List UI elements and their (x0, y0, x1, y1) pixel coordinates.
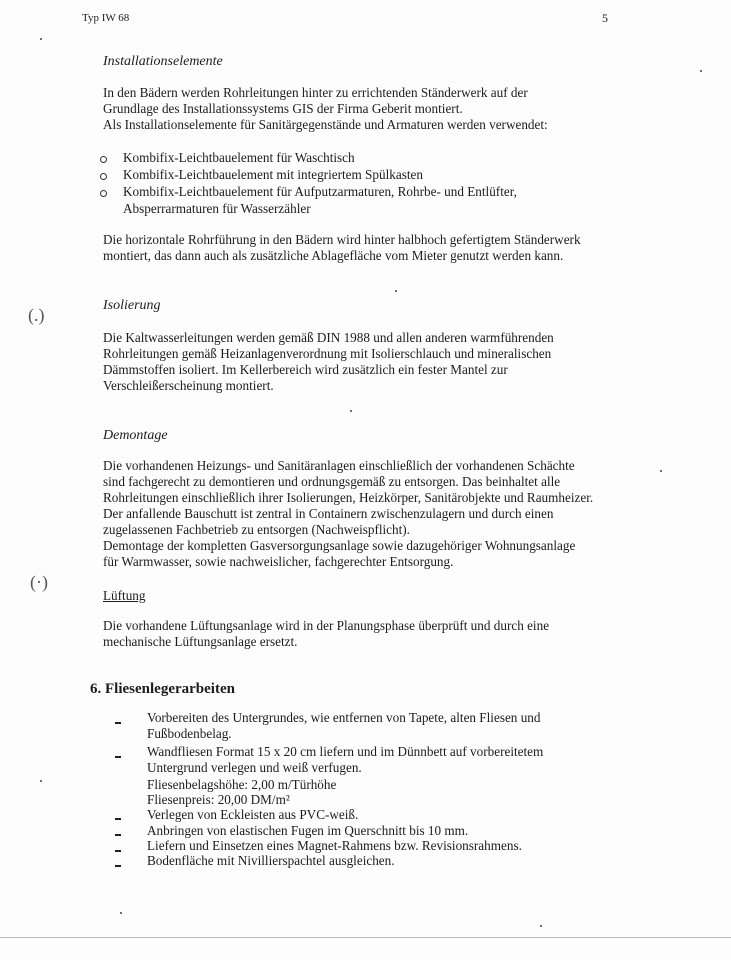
paragraph-line: sind fachgerecht zu demontieren und ordnungsgemäß zu entsorgen. Das beinhaltet alle (103, 474, 561, 489)
paragraph-line: mechanische Lüftungsanlage ersetzt. (103, 634, 298, 649)
scan-speck (660, 470, 662, 472)
paragraph-line: Verschleißerscheinung montiert. (103, 378, 274, 393)
scan-speck (40, 38, 42, 40)
section-title-demontage: Demontage (103, 428, 168, 443)
paragraph-line: Die Kaltwasserleitungen werden gemäß DIN 1988 und allen anderen warmführenden (103, 330, 554, 345)
section-heading-fliesen: 6. Fliesenlegerarbeiten (90, 681, 235, 697)
section-title-lueftung: Lüftung (103, 588, 146, 603)
dash-bullet-icon (115, 756, 121, 758)
scan-speck (700, 70, 702, 72)
paragraph-line: für Warmwasser, sowie nachweislicher, fachgerechter Entsorgung. (103, 554, 454, 569)
paragraph-line: Der anfallende Bauschutt ist zentral in Containern zwischenzulagern und durch einen (103, 506, 554, 521)
paragraph-line: Rohrleitungen gemäß Heizanlagenverordnung mit Isolierschlauch und mineralischen (103, 346, 552, 361)
scan-speck (350, 410, 352, 412)
paragraph-line: Die horizontale Rohrführung in den Bädern wird hinter halbhoch gefertigtem Ständerwerk (103, 232, 581, 247)
paragraph-line: In den Bädern werden Rohrleitungen hinter zu errichtenden Ständerwerk auf der (103, 85, 528, 100)
list-item-continuation: Fußbodenbelag. (147, 726, 232, 741)
list-item: Liefern und Einsetzen eines Magnet-Rahmens bzw. Revisionsrahmens. (147, 838, 522, 853)
hole-punch-mark-icon: (·) (30, 572, 48, 592)
section-title-installation: Installationselemente (103, 54, 223, 69)
scan-speck (40, 780, 42, 782)
list-item: Bodenfläche mit Nivillierspachtel ausgleichen. (147, 853, 395, 868)
tile-price: Fliesenpreis: 20,00 DM/m² (147, 792, 290, 807)
list-item: Wandfliesen Format 15 x 20 cm liefern und im Dünnbett auf vorbereitetem (147, 744, 544, 759)
doc-type: Typ IW 68 (82, 12, 130, 24)
page-number: 5 (602, 11, 608, 25)
list-item: Kombifix-Leichtbauelement für Waschtisch (123, 150, 355, 165)
tile-height: Fliesenbelagshöhe: 2,00 m/Türhöhe (147, 777, 337, 792)
scan-speck (120, 912, 122, 914)
dash-bullet-icon (115, 722, 121, 724)
hole-punch-mark-icon: (.) (28, 305, 45, 325)
paragraph-line: Die vorhandenen Heizungs- und Sanitäranlagen einschließlich der vorhandenen Schächte (103, 458, 575, 473)
list-item-continuation: Untergrund verlegen und weiß verfugen. (147, 760, 362, 775)
dash-bullet-icon (115, 865, 121, 867)
section-title-isolierung: Isolierung (103, 298, 161, 313)
bullet-icon (100, 173, 107, 180)
paragraph-line: Rohrleitungen einschließlich ihrer Isolierungen, Heizkörper, Sanitärobjekte und Raumheizer. (103, 490, 594, 505)
paragraph-line: Als Installationselemente für Sanitärgegenstände und Armaturen werden verwendet: (103, 117, 548, 132)
paragraph-line: Dämmstoffen isoliert. Im Kellerbereich wird zusätzlich ein fester Mantel zur (103, 362, 508, 377)
list-item: Kombifix-Leichtbauelement mit integriertem Spülkasten (123, 167, 423, 182)
list-item: Absperrarmaturen für Wasserzähler (123, 201, 311, 216)
scan-speck (540, 925, 542, 927)
dash-bullet-icon (115, 834, 121, 836)
dash-bullet-icon (115, 850, 121, 852)
list-item: Vorbereiten des Untergrundes, wie entfernen von Tapete, alten Fliesen und (147, 710, 541, 725)
list-item: Kombifix-Leichtbauelement für Aufputzarmaturen, Rohrbe- und Entlüfter, (123, 184, 517, 199)
scan-speck (395, 290, 397, 292)
bullet-icon (100, 156, 107, 163)
page-bottom-edge (0, 937, 731, 938)
paragraph-line: montiert, das dann auch als zusätzliche Ablagefläche vom Mieter genutzt werden kann. (103, 248, 564, 263)
paragraph-line: Grundlage des Installationssystems GIS der Firma Geberit montiert. (103, 101, 463, 116)
paragraph-line: zugelassenen Fachbetrieb zu entsorgen (Nachweispflicht). (103, 522, 410, 537)
bullet-icon (100, 190, 107, 197)
paragraph-line: Die vorhandene Lüftungsanlage wird in der Planungsphase überprüft und durch eine (103, 618, 550, 633)
paragraph-line: Demontage der kompletten Gasversorgungsanlage sowie dazugehöriger Wohnungsanlage (103, 538, 576, 553)
dash-bullet-icon (115, 818, 121, 820)
list-item: Anbringen von elastischen Fugen im Querschnitt bis 10 mm. (147, 823, 469, 838)
list-item: Verlegen von Eckleisten aus PVC-weiß. (147, 807, 359, 822)
